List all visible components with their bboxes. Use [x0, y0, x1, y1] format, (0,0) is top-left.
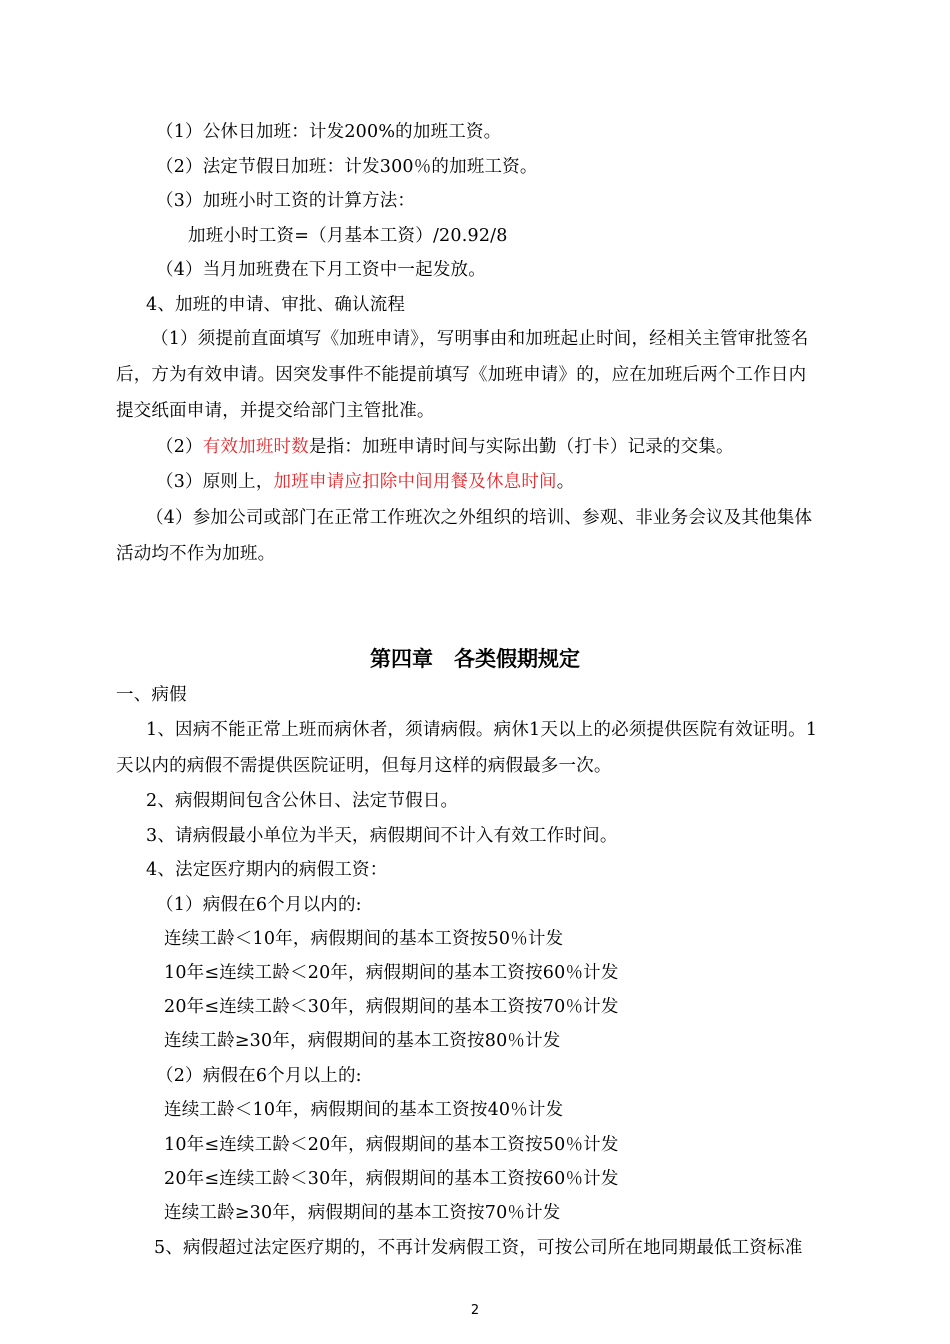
- process-paragraph-4-line-1: （4）参加公司或部门在正常工作班次之外组织的培训、参观、非业务会议及其他集体: [146, 508, 813, 528]
- within-6-months-heading: （1）病假在6个月以内的:: [156, 895, 362, 915]
- over-6-months-tier: 10年≤连续工龄＜20年，病假期间的基本工资按50％计发: [164, 1135, 619, 1155]
- process-paragraph-1-line-2: 后，方为有效申请。因突发事件不能提前填写《加班申请》的，应在加班后两个工作日内: [116, 365, 807, 385]
- sick-rule-5: 5、病假超过法定医疗期的，不再计发病假工资，可按公司所在地同期最低工资标准: [154, 1238, 803, 1258]
- chapter-title: 第四章 各类假期规定: [370, 647, 580, 671]
- process-paragraph-4-line-2: 活动均不作为加班。: [116, 544, 276, 564]
- within-6-months-tier: 连续工龄＜10年，病假期间的基本工资按50％计发: [164, 929, 564, 949]
- sick-rule-1-line-1: 1、因病不能正常上班而病休者，须请病假。病休1天以上的必须提供医院有效证明。1: [146, 720, 818, 740]
- section-heading-sick-leave: 一、病假: [116, 685, 187, 705]
- within-6-months-tier: 连续工龄≥30年，病假期间的基本工资按80％计发: [164, 1031, 561, 1051]
- section-heading-overtime-process: 4、加班的申请、审批、确认流程: [146, 295, 406, 315]
- sick-rule-3: 3、请病假最小单位为半天，病假期间不计入有效工作时间。: [146, 826, 618, 846]
- within-6-months-tier: 20年≤连续工龄＜30年，病假期间的基本工资按70％计发: [164, 997, 619, 1017]
- sick-rule-4: 4、法定医疗期内的病假工资：: [146, 860, 388, 880]
- overtime-pay-item-1: （1）公休日加班：计发200%的加班工资。: [156, 122, 502, 142]
- process-paragraph-2: [156, 435, 734, 459]
- highlight-term: 有效加班时数: [202, 437, 309, 457]
- over-6-months-heading: （2）病假在6个月以上的:: [156, 1066, 362, 1086]
- paragraph-text: （3）原则上，: [156, 472, 274, 492]
- overtime-pay-item-4: （4）当月加班费在下月工资中一起发放。: [156, 260, 486, 280]
- process-paragraph-3: [156, 470, 574, 494]
- over-6-months-tier: 20年≤连续工龄＜30年，病假期间的基本工资按60％计发: [164, 1169, 619, 1189]
- sick-rule-2: 2、病假期间包含公休日、法定节假日。: [146, 791, 459, 811]
- overtime-pay-item-2: （2）法定节假日加班：计发300％的加班工资。: [156, 157, 538, 177]
- page-number: 2: [470, 1303, 480, 1318]
- highlight-term: 加班申请应扣除中间用餐及休息时间: [273, 472, 557, 492]
- paragraph-text: 是指：加班申请时间与实际出勤（打卡）记录的交集。: [308, 437, 734, 457]
- process-paragraph-1-line-1: （1）须提前直面填写《加班申请》，写明事由和加班起止时间，经相关主管审批签名: [151, 329, 809, 349]
- sick-rule-1-line-2: 天以内的病假不需提供医院证明，但每月这样的病假最多一次。: [116, 756, 612, 776]
- paragraph-text: 。: [556, 472, 575, 492]
- within-6-months-tier: 10年≤连续工龄＜20年，病假期间的基本工资按60％计发: [164, 963, 619, 983]
- over-6-months-tier: 连续工龄≥30年，病假期间的基本工资按70％计发: [164, 1203, 561, 1223]
- overtime-formula: 加班小时工资=（月基本工资）/20.92/8: [188, 226, 508, 246]
- process-paragraph-1-line-3: 提交纸面申请，并提交给部门主管批准。: [116, 401, 435, 421]
- paragraph-number: （2）: [156, 437, 203, 457]
- overtime-pay-item-3: （3）加班小时工资的计算方法：: [156, 191, 416, 211]
- over-6-months-tier: 连续工龄＜10年，病假期间的基本工资按40％计发: [164, 1100, 564, 1120]
